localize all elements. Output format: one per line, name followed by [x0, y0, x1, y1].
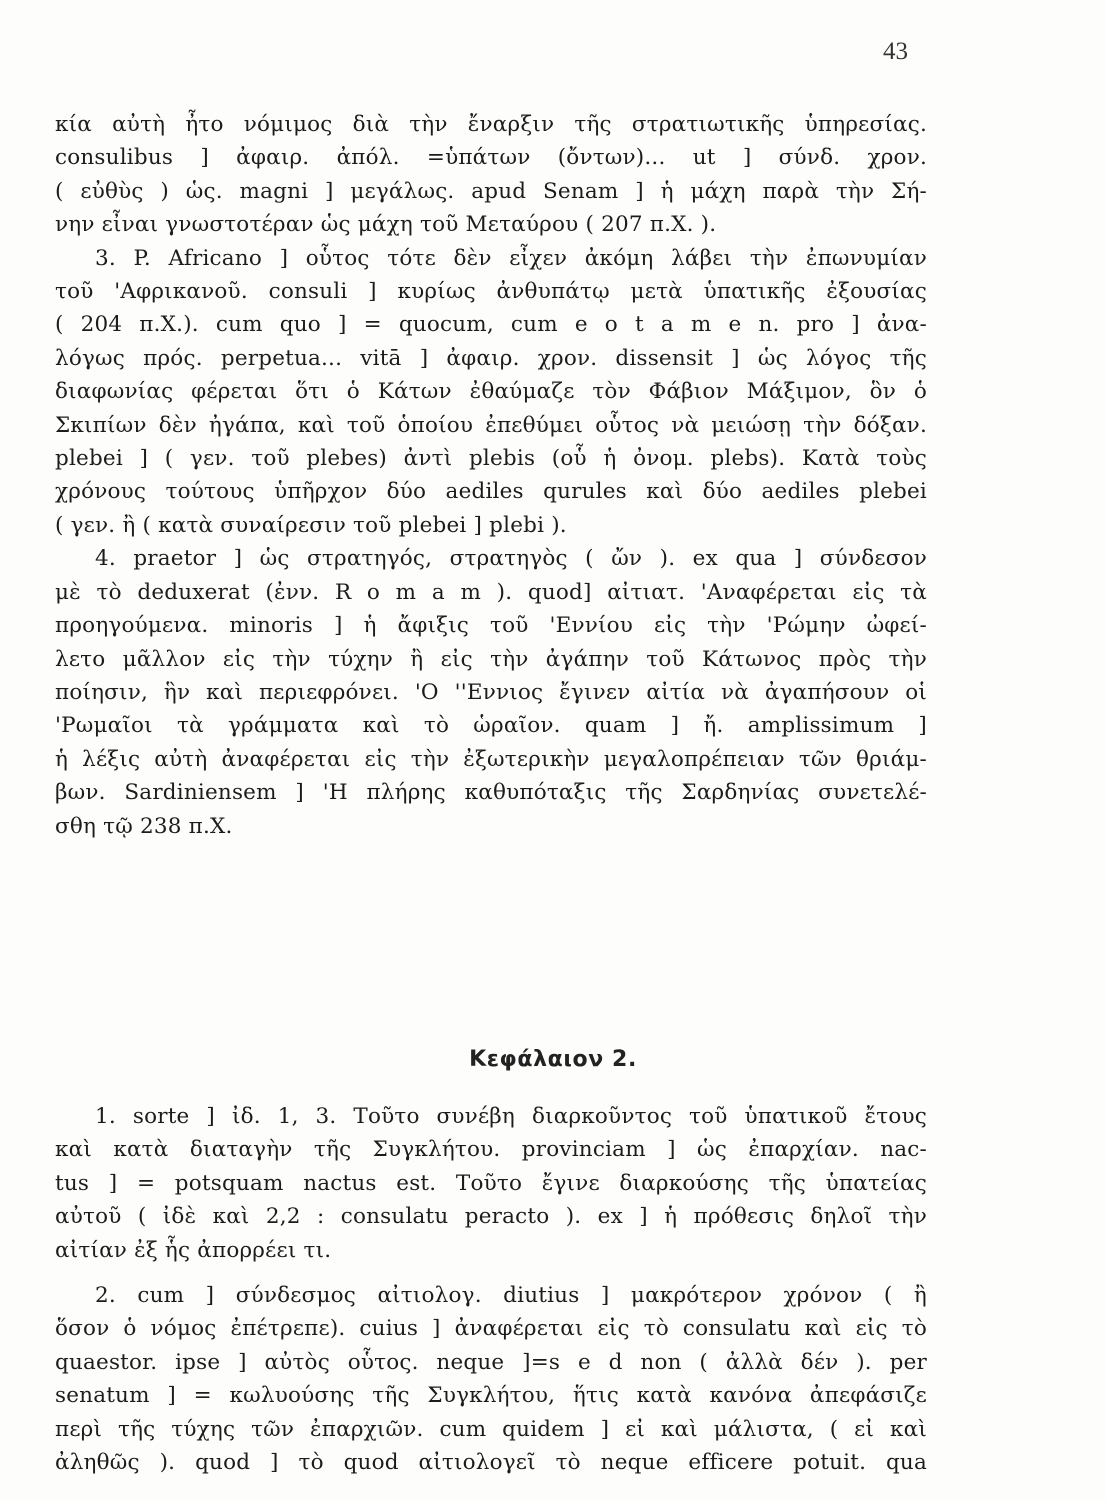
text-line: αἰτίαν ἐξ ἧς ἀπορρέει τι. — [55, 1237, 332, 1263]
text-line: μὲ τὸ deduxerat (ἐνν. R o m a m ). quod] αἰτιατ. 'Αναφέρεται εἰς τὰ — [55, 579, 927, 605]
commentary-section-2 — [55, 1100, 927, 1479]
text-line: περὶ τῆς τύχης τῶν ἐπαρχιῶν. cum quidem ] εἰ καὶ μάλιστα, ( εἰ καὶ — [55, 1416, 927, 1442]
text-line: καὶ κατὰ διαταγὴν τῆς Συγκλήτου. provinciam ] ὡς ἐπαρχίαν. nac- — [55, 1137, 927, 1163]
text-line: λόγως πρός. perpetua... vitā ] ἀφαιρ. χρον. dissensit ] ὡς λόγος τῆς — [55, 345, 927, 371]
text-line: senatum ] = κωλυούσης τῆς Συγκλήτου, ἥτις κατὰ κανόνα ἀπεφάσιζε — [55, 1383, 927, 1409]
text-line: βων. Sardiniensem ] 'Η πλήρης καθυπόταξις τῆς Σαρδηνίας συνετελέ- — [55, 780, 927, 806]
page-number: 43 — [883, 38, 908, 65]
text-line: ( γεν. ἢ ( κατὰ συναίρεσιν τοῦ plebei ] plebi ). — [55, 512, 567, 538]
chapter-heading: Κεφάλαιον 2. — [469, 1047, 637, 1072]
text-line: 3. P. Africano ] οὗτος τότε δὲν εἶχεν ἀκόμη λάβει τὴν ἐπωνυμίαν — [95, 245, 927, 271]
text-line: νην εἶναι γνωστοτέραν ὡς μάχη τοῦ Μεταύρου ( 207 π.Χ. ). — [55, 212, 717, 238]
text-line: plebei ] ( γεν. τοῦ plebes) ἀντὶ plebis (οὗ ἡ ὀνομ. plebs). Κατὰ τοὺς — [55, 446, 927, 472]
text-line: ποίησιν, ἣν καὶ περιεφρόνει. 'Ο ''Εννιος ἔγινεν αἰτία νὰ ἀγαπήσουν οἱ — [55, 679, 927, 705]
text-line: 'Ρωμαῖοι τὰ γράμματα καὶ τὸ ὡραῖον. quam ] ἤ. amplissimum ] — [55, 713, 927, 739]
text-line: τοῦ 'Αφρικανοῦ. consuli ] κυρίως ἀνθυπάτῳ μετὰ ὑπατικῆς ἐξουσίας — [55, 279, 927, 305]
text-line: διαφωνίας φέρεται ὅτι ὁ Κάτων ἐθαύμαζε τὸν Φάβιον Μάξιμον, ὃν ὁ — [55, 379, 927, 405]
text-line: ( 204 π.Χ.). cum quo ] = quocum, cum e o t a m e n. pro ] ἀνα- — [55, 312, 927, 338]
text-line: ἀληθῶς ). quod ] τὸ quod αἰτιολογεῖ τὸ neque efficere potuit. qua — [55, 1450, 927, 1476]
text-line: χρόνους τούτους ὑπῆρχον δύο aediles qurules καὶ δύο aediles plebei — [55, 479, 927, 505]
text-line: αὐτοῦ ( ἰδὲ καὶ 2,2 : consulatu peracto ). ex ] ἡ πρόθεσις δηλοῖ τὴν — [55, 1204, 927, 1230]
text-line: 1. sorte ] ἰδ. 1, 3. Τοῦτο συνέβη διαρκοῦντος τοῦ ὑπατικοῦ ἔτους — [95, 1104, 927, 1129]
text-line: consulibus ] ἀφαιρ. ἀπόλ. =ὑπάτων (ὄντων)... ut ] σύνδ. χρον. — [55, 145, 927, 171]
text-line: ( εὐθὺς ) ὡς. magni ] μεγάλως. apud Senam ] ἡ μάχη παρὰ τὴν Σή- — [55, 178, 927, 204]
text-line: ὅσον ὁ νόμος ἐπέτρεπε). cuius ] ἀναφέρεται εἰς τὸ consulatu καὶ εἰς τὸ — [55, 1316, 927, 1342]
text-line: ἡ λέξις αὐτὴ ἀναφέρεται εἰς τὴν ἐξωτερικὴν μεγαλοπρέπειαν τῶν θριάμ- — [55, 746, 927, 772]
commentary-section-1 — [55, 108, 927, 843]
text-line: quaestor. ipse ] αὐτὸς οὗτος. neque ]=s e d non ( ἀλλὰ δέν ). per — [55, 1349, 927, 1375]
text-line: Σκιπίων δὲν ἠγάπα, καὶ τοῦ ὁποίου ἐπεθύμει οὗτος νὰ μειώσῃ τὴν δόξαν. — [55, 412, 927, 438]
text-line: 4. praetor ] ὡς στρατηγός, στρατηγὸς ( ὤν ). ex qua ] σύνδεσον — [95, 546, 927, 572]
text-line: κία αὐτὴ ἦτο νόμιμος διὰ τὴν ἔναρξιν τῆς στρατιωτικῆς ὑπηρεσίας. — [55, 112, 927, 137]
text-line: σθη τῷ 238 π.Χ. — [55, 813, 233, 839]
text-line: προηγούμενα. minoris ] ἡ ἄφιξις τοῦ 'Εννίου εἰς τὴν 'Ρώμην ὠφεί- — [55, 613, 927, 639]
text-line: λετο μᾶλλον εἰς τὴν τύχην ἢ εἰς τὴν ἀγάπην τοῦ Κάτωνος πρὸς τὴν — [55, 646, 927, 672]
text-line: tus ] = potsquam nactus est. Τοῦτο ἔγινε διαρκούσης τῆς ὑπατείας — [55, 1170, 927, 1196]
text-line: 2. cum ] σύνδεσμος αἰτιολογ. diutius ] μακρότερον χρόνον ( ἢ — [95, 1283, 927, 1309]
